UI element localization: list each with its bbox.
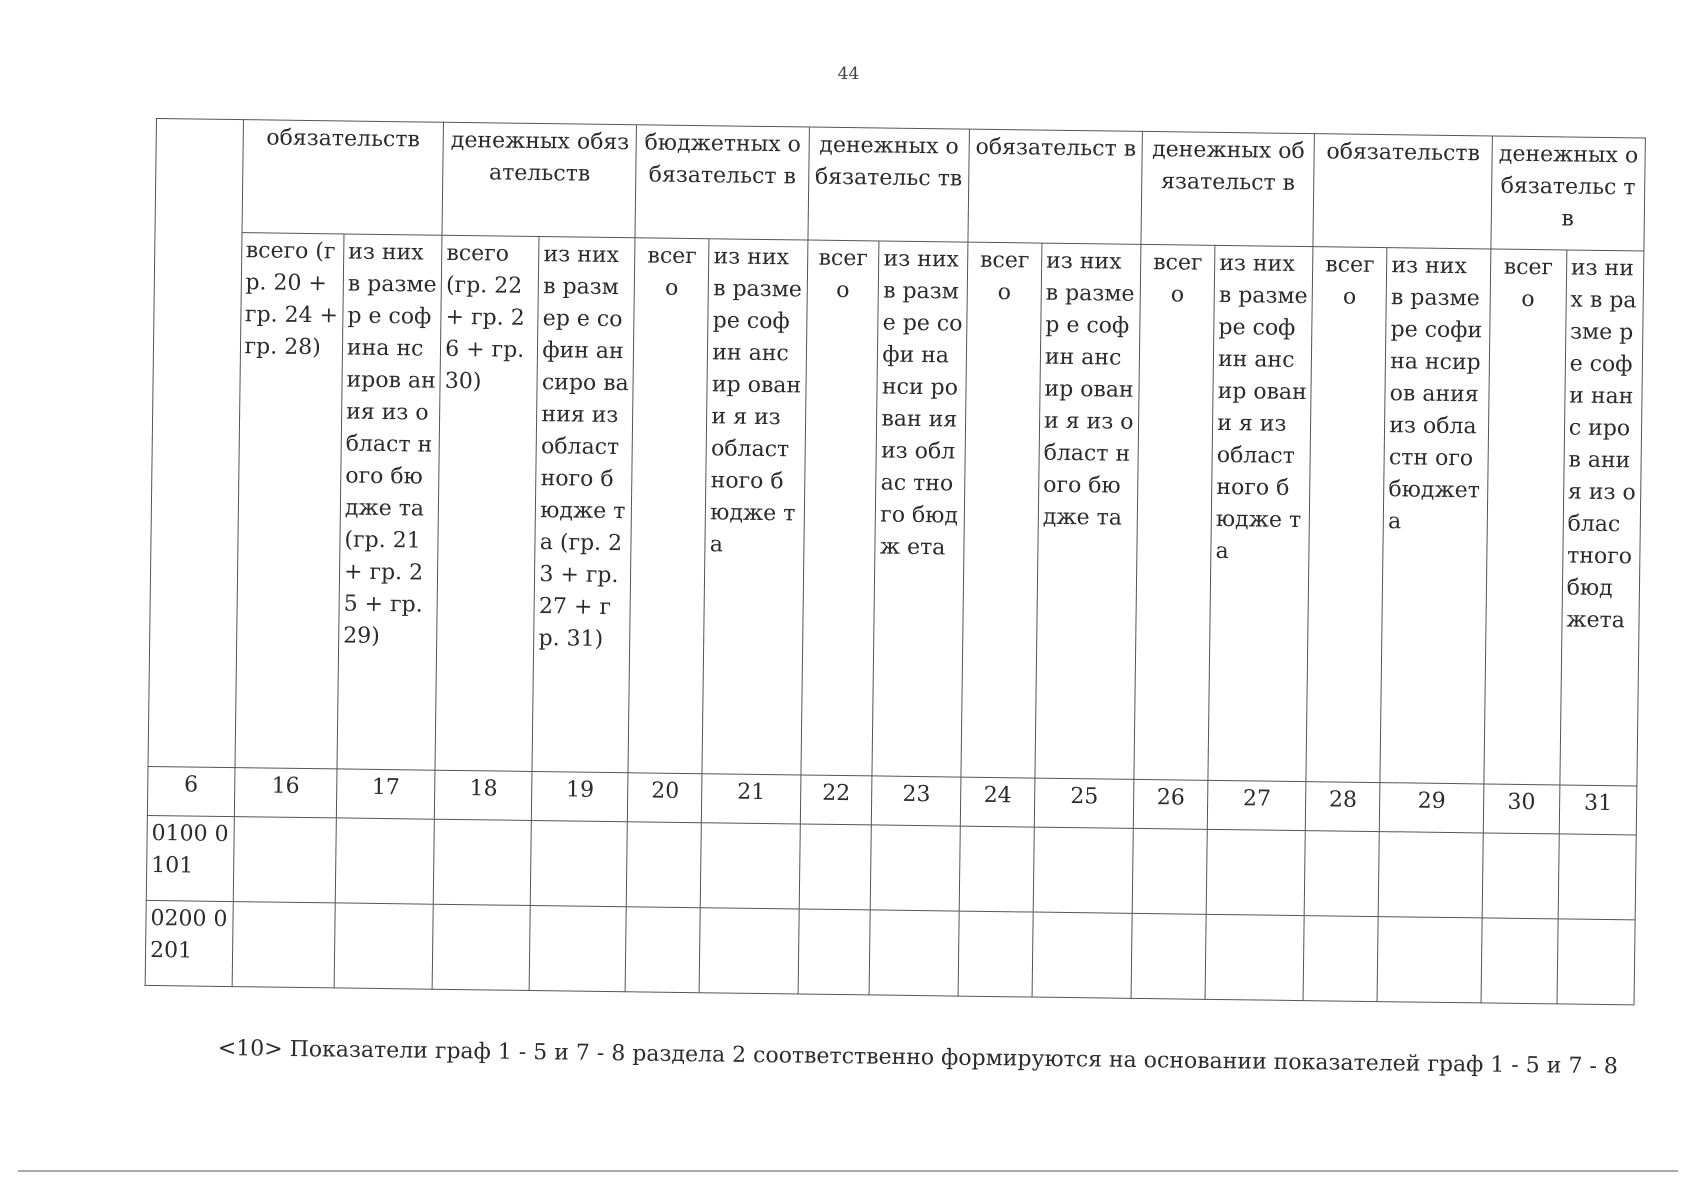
sub-header: всег о <box>1134 244 1215 780</box>
sub-header: всег о <box>628 238 709 774</box>
group-header: денежных обязательс тв <box>808 127 970 242</box>
empty-cell <box>871 825 961 911</box>
group-header: обязательст в <box>968 129 1143 244</box>
row-code: 0200 0201 <box>145 900 233 986</box>
sub-header: всего (гр. 20 + гр. 24 + гр. 28) <box>235 233 344 769</box>
empty-cell <box>1305 831 1380 917</box>
group-header: обязательств <box>1313 134 1492 249</box>
column-number: 20 <box>628 773 703 823</box>
empty-cell <box>1206 829 1305 915</box>
empty-cell <box>701 823 800 909</box>
column-number: 28 <box>1306 782 1381 832</box>
empty-cell <box>1205 914 1304 1000</box>
column-number: 16 <box>234 768 337 818</box>
footnote: <10> Показатели граф 1 - 5 и 7 - 8 раздела 2 соответственно формируются на основании показателей граф 1 - 5 и 7 - 8 <box>217 1036 1618 1080</box>
sub-header: из них в размер е софин ансир овани я из област ного бюдже та <box>1035 243 1141 779</box>
empty-cell <box>529 905 626 991</box>
empty-cell <box>433 819 531 905</box>
empty-cell <box>1377 917 1482 1003</box>
group-header: денежных обязательст в <box>1141 131 1315 246</box>
empty-cell <box>1132 828 1207 914</box>
empty-cell <box>1033 827 1133 913</box>
sub-header: из них в размер е софин ансиро вания из област ного бюдже та (гр. 23 + гр. 27 + гр. 31) <box>532 237 635 773</box>
empty-cell <box>432 904 530 990</box>
group-header-row <box>155 119 1645 251</box>
sub-header: всег о <box>1306 247 1387 783</box>
empty-cell <box>531 820 628 906</box>
empty-cell <box>1032 912 1132 998</box>
empty-cell <box>1378 832 1483 918</box>
empty-cell <box>1131 913 1206 999</box>
empty-cell <box>959 826 1034 912</box>
column-number: 27 <box>1207 780 1306 830</box>
column-number: 6 <box>147 766 234 816</box>
column-number: 18 <box>435 770 533 820</box>
empty-cell <box>958 911 1033 997</box>
sub-header: из них в размере софина нсиров ания из областн ого бюджет а <box>1380 248 1490 784</box>
empty-cell <box>799 824 872 910</box>
empty-cell <box>869 910 959 996</box>
empty-cell <box>1303 916 1378 1002</box>
group-header: обязательств <box>242 120 444 236</box>
sub-header: всег о <box>801 240 880 776</box>
column-number: 24 <box>960 777 1035 827</box>
empty-cell <box>1482 833 1559 919</box>
empty-cell <box>626 907 701 993</box>
empty-cell <box>1557 919 1635 1005</box>
empty-cell <box>1481 918 1558 1004</box>
report-table <box>145 118 1646 1005</box>
column-number: 23 <box>872 776 961 826</box>
report-table-container <box>145 118 1646 1005</box>
empty-cell <box>1558 834 1636 920</box>
table-row <box>145 900 1635 1004</box>
empty-cell <box>233 817 337 903</box>
page-number: 44 <box>837 64 860 84</box>
sub-header: всего (гр. 22 + гр. 26 + гр. 30) <box>435 235 539 771</box>
empty-corner-cell <box>148 119 243 768</box>
empty-cell <box>334 903 433 989</box>
column-number: 17 <box>336 769 435 819</box>
column-number: 22 <box>800 775 872 825</box>
row-code: 0100 0101 <box>146 815 234 901</box>
column-number: 21 <box>702 774 801 824</box>
sub-header: всег о <box>1484 249 1567 785</box>
sub-header: из них в разме ре софин ансир овани я из област ного бюдже та <box>702 239 807 775</box>
group-header: бюджетных обязательст в <box>635 125 809 240</box>
column-number: 30 <box>1483 784 1560 834</box>
sub-header: всег о <box>961 242 1042 778</box>
group-header: денежных обязательств <box>442 122 637 238</box>
empty-cell <box>335 818 434 904</box>
sub-header-row <box>148 231 1644 785</box>
column-number: 19 <box>532 771 629 821</box>
column-number: 26 <box>1134 779 1209 829</box>
group-header: денежных обязательс тв <box>1491 136 1646 251</box>
sub-header: из них в разме ре софин ансир овани я из област ного бюдже та <box>1208 245 1313 781</box>
column-number: 25 <box>1034 778 1134 828</box>
empty-cell <box>232 902 336 988</box>
sub-header: из них в разме ре софи нанси рован ия из облас тного бюдж ета <box>872 241 968 777</box>
sub-header: из них в разме ре софи нанс иров ания из облас тного бюд жета <box>1560 250 1644 786</box>
column-number: 29 <box>1380 783 1484 833</box>
empty-cell <box>798 909 871 995</box>
empty-cell <box>699 908 798 994</box>
page-bottom-divider <box>18 1170 1678 1172</box>
sub-header: из них в размер е софина нсиров ания из област ного бюдже та (гр. 21 + гр. 25 + гр. 29) <box>337 234 442 770</box>
column-number: 31 <box>1559 785 1637 835</box>
empty-cell <box>627 822 702 908</box>
